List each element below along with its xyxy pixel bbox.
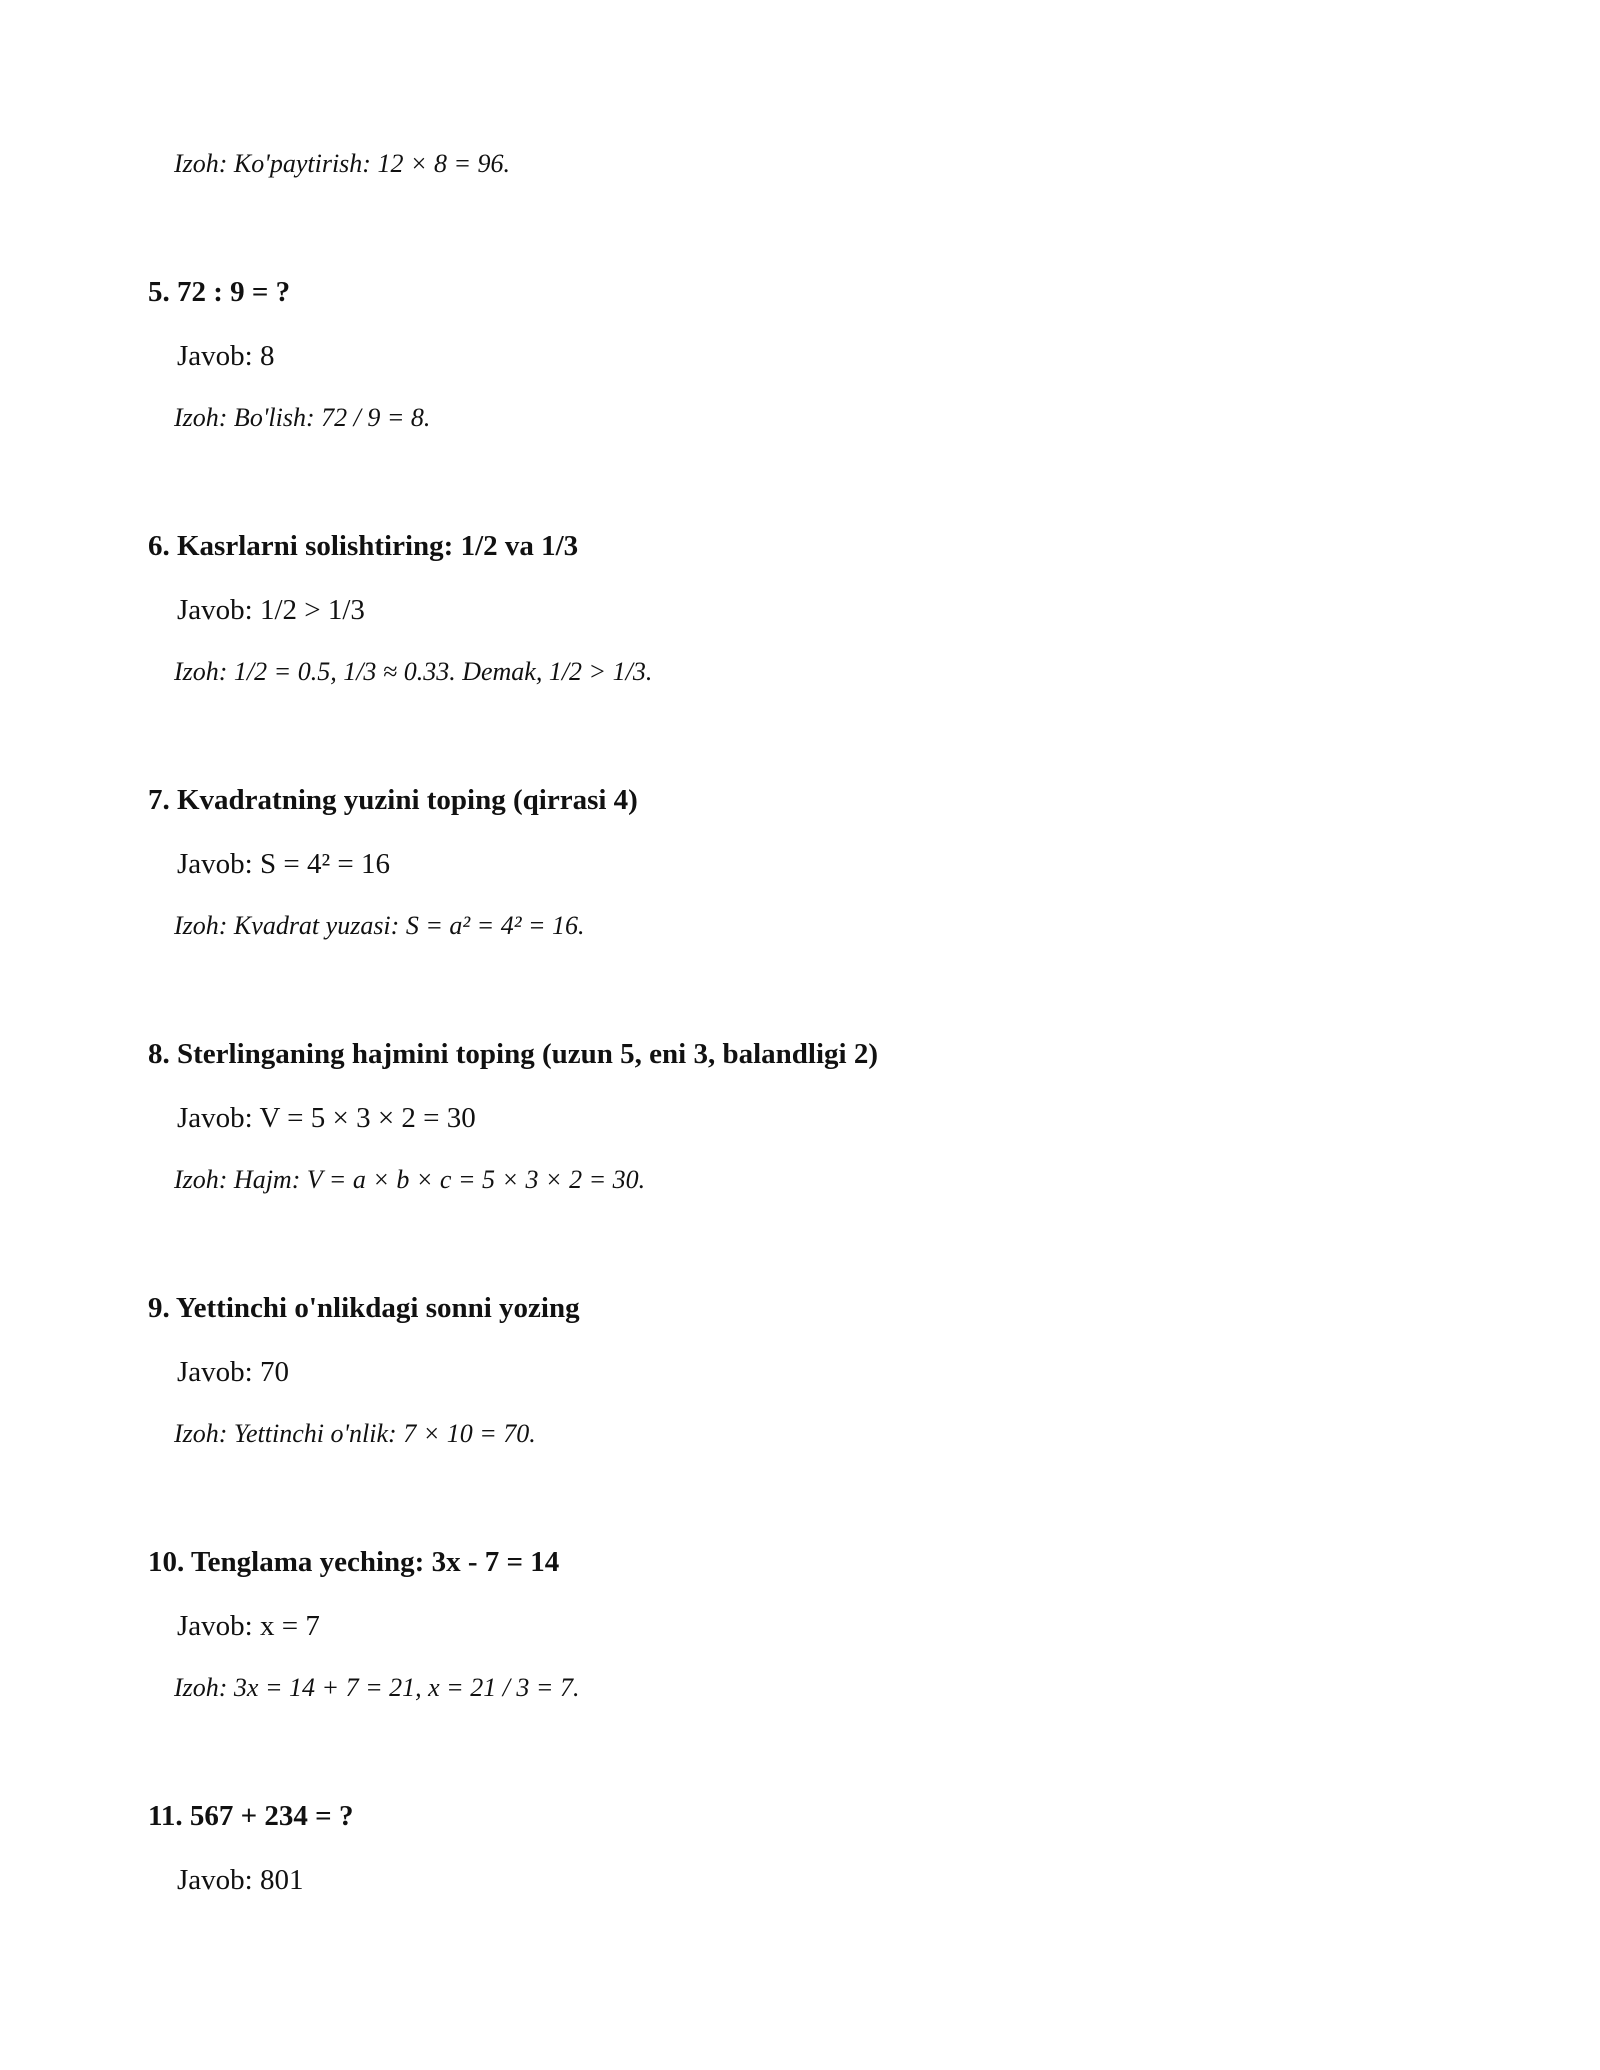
explanation-8: Izoh: Hajm: V = a × b × c = 5 × 3 × 2 = 30. [174, 1165, 646, 1194]
explanation-7: Izoh: Kvadrat yuzasi: S = a² = 4² = 16. [174, 911, 585, 940]
explanation-6: Izoh: 1/2 = 0.5, 1/3 ≈ 0.33. Demak, 1/2 > 1/3. [174, 657, 653, 686]
answer-11: Javob: 801 [177, 1864, 304, 1896]
answer-7: Javob: S = 4² = 16 [177, 848, 390, 880]
question-11: 11. 567 + 234 = ? [148, 1800, 354, 1832]
explanation-9: Izoh: Yettinchi o'nlik: 7 × 10 = 70. [174, 1419, 536, 1448]
explanation-text: Izoh: Ko'paytirish: 12 × 8 = 96. [174, 149, 511, 178]
explanation-10: Izoh: 3x = 14 + 7 = 21, x = 21 / 3 = 7. [174, 1673, 580, 1702]
question-9: 9. Yettinchi o'nlikdagi sonni yozing [148, 1292, 580, 1324]
explanation-5: Izoh: Bo'lish: 72 / 9 = 8. [174, 403, 431, 432]
question-6: 6. Kasrlarni solishtiring: 1/2 va 1/3 [148, 530, 579, 562]
answer-5: Javob: 8 [177, 340, 275, 372]
question-10: 10. Tenglama yeching: 3x - 7 = 14 [148, 1546, 560, 1578]
answer-9: Javob: 70 [177, 1356, 289, 1388]
answer-10: Javob: x = 7 [177, 1610, 320, 1642]
question-5: 5. 72 : 9 = ? [148, 276, 291, 308]
answer-6: Javob: 1/2 > 1/3 [177, 594, 365, 626]
answer-8: Javob: V = 5 × 3 × 2 = 30 [177, 1102, 476, 1134]
question-7: 7. Kvadratning yuzini toping (qirrasi 4) [148, 784, 638, 816]
question-8: 8. Sterlinganing hajmini toping (uzun 5, eni 3, balandligi 2) [148, 1038, 878, 1070]
